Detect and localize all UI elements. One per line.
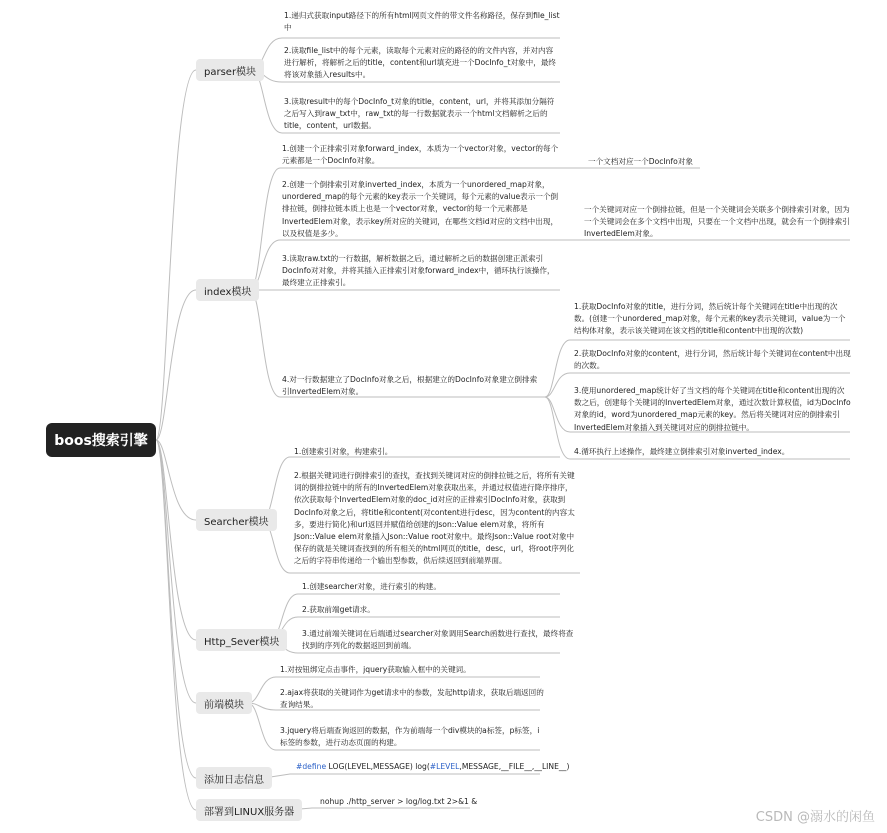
module-searcher[interactable] (196, 509, 277, 531)
index-sub-step-4: 4.循环执行上述操作，最终建立倒排索引对象inverted_index。 (574, 447, 790, 456)
module-parser[interactable] (196, 59, 264, 81)
index-step-3: 3.读取raw.txt的一行数据，解析数据之后，通过解析之后的数据创建正派索引DocInfo对对象，并将其插入正排索引对象forward_index中，循环执行该操作，最终建立正排索引。 (282, 254, 555, 288)
parser-step-3: 3.读取result中的每个DocInfo_t对象的title，content，url，并将其添加分隔符之后写入到raw_txt中，raw_txt的每一行数据就表示一个html文档解析之后的 title，content，url数据。 (284, 97, 555, 131)
index-step-4: 4.对一行数据建立了DocInfo对象之后，根据建立的DocInfo对象建立倒排索引InvertedElem对象。 (282, 375, 538, 397)
module-index-label: index模块 (204, 286, 252, 298)
module-log-label: 添加日志信息 (204, 774, 264, 786)
index-step-2: 2.创建一个倒排索引对象inverted_index，本质为一个unordered_map对象，unordered_map的每个元素的key表示一个关键词，每个元素的value表示一个倒排拉链，倒排拉链本质上也是一个vector对象，vector的每一个元素都是InvertedElem对象，表示key所对应的关键词，在哪些文档id对应的文档中出现，以及权值是多少。 (282, 180, 559, 238)
http-step-2: 2.获取前端get请求。 (302, 605, 375, 614)
log-define-keyword: #define (296, 762, 327, 771)
parser-step-1: 1.递归式获取input路径下的所有html网页文件的带文件名称路径，保存到file_list中 (284, 11, 560, 33)
module-deploy-label: 部署到LINUX服务器 (204, 806, 295, 818)
log-define-text-b: ,MESSAGE,__FILE__,__LINE__) (459, 762, 570, 771)
parser-step-2: 2.读取file_list中的每个元素，读取每个元素对应的路径的的文件内容，并对内容进行解析，将解析之后的title，content和url填充进一个DocInfo_t对象中，最终将该对象插入results中。 (284, 46, 557, 80)
log-define-level: #LEVEL (429, 762, 460, 771)
index-note-docinfo: 一个文档对应一个DocInfo对象 (588, 157, 693, 166)
index-step-1: 1.创建一个正排索引对象forward_index，本质为一个vector对象，vector的每个元素都是一个DocInfo对象。 (282, 144, 559, 166)
module-deploy[interactable] (196, 799, 302, 821)
http-step-3: 3.通过前端关键词在后端通过searcher对象调用Search函数进行查找，最终将查找到的序列化的数据返回到前端。 (302, 629, 574, 651)
module-frontend[interactable] (196, 692, 252, 714)
module-http-server[interactable] (196, 629, 287, 651)
frontend-step-2: 2.ajax将获取的关键词作为get请求中的参数，发起http请求，获取后端返回的查询结果。 (280, 688, 544, 710)
log-define-text-a: LOG(LEVEL,MESSAGE) log( (326, 762, 430, 771)
searcher-step-1: 1.创建索引对象，构建索引。 (294, 447, 393, 456)
frontend-step-1: 1.对按钮绑定点击事件，jquery获取输入框中的关键词。 (280, 665, 471, 674)
searcher-step-2: 2.根据关键词进行倒排索引的查找，查找到关键词对应的倒排拉链之后，将所有关键词的倒排拉链中的所有的InvertedElem对象获取出来，并通过权值进行降序排序，依次获取每个InvertedElem对象的doc_id对应的正排索引DocInfo对象，获取到DocInfo对象之后，将title和content(对content进行desc，因为content的内容太多，要进行简化)和url返回并赋值给创建的Json::Value elem对象，将所有Json::Value elem对象插入Json::Value root对象中。最终Json::Value root对象中保存的就是关键词查找到的所有相关的html网页的title，desc，url，将root序列化之后的字符串传递给一个输出型参数，供后续返回到前端界面。 (294, 471, 575, 566)
http-step-1: 1.创建searcher对象，进行索引的构建。 (302, 582, 441, 591)
frontend-step-3: 3.jquery将后端查询返回的数据，作为前端每一个div模块的a标签，p标签，i标签的参数，进行动态页面的构建。 (280, 726, 540, 748)
module-index[interactable] (196, 279, 259, 301)
module-parser-label: parser模块 (204, 66, 257, 78)
module-searcher-label: Searcher模块 (204, 516, 269, 528)
index-sub-step-3: 3.使用unordered_map统计好了当文档的每个关键词在title和content出现的次数之后，创建每个关键词的InvertedElem对象，通过次数计算权值，id为DocInfo对象的id，word为unordered_map元素的key。然后将关键词对应的倒排索引InvertedElem对象插入到关键词对应的倒排拉链中。 (574, 386, 851, 432)
module-frontend-label: 前端模块 (204, 699, 244, 711)
module-log[interactable] (196, 767, 272, 789)
watermark: CSDN @溺水的闲鱼 (755, 810, 875, 825)
module-http-label: Http_Sever模块 (204, 636, 280, 648)
deploy-command: nohup ./http_server > log/log.txt 2>&1 & (320, 797, 478, 806)
index-note-inverted: 一个关键词对应一个倒排拉链，但是一个关键词会关联多个倒排索引对象，因为一个关键词会在多个文档中出现，只要在一个文档中出现，就会有一个倒排索引InvertedElem对象。 (584, 205, 850, 239)
log-define-macro (296, 761, 570, 773)
index-sub-step-2: 2.获取DocInfo对象的content，进行分词，然后统计每个关键词在content中出现的次数。 (574, 349, 851, 371)
root-node[interactable]: boos搜索引擎 (46, 423, 156, 457)
index-sub-step-1: 1.获取DocInfo对象的title，进行分词，然后统计每个关键词在title中出现的次数。(创建一个unordered_map对象，每个元素的key表示关键词，value为一个结构体对象，表示该关键词在该文档的title和content中出现的次数) (574, 302, 846, 336)
